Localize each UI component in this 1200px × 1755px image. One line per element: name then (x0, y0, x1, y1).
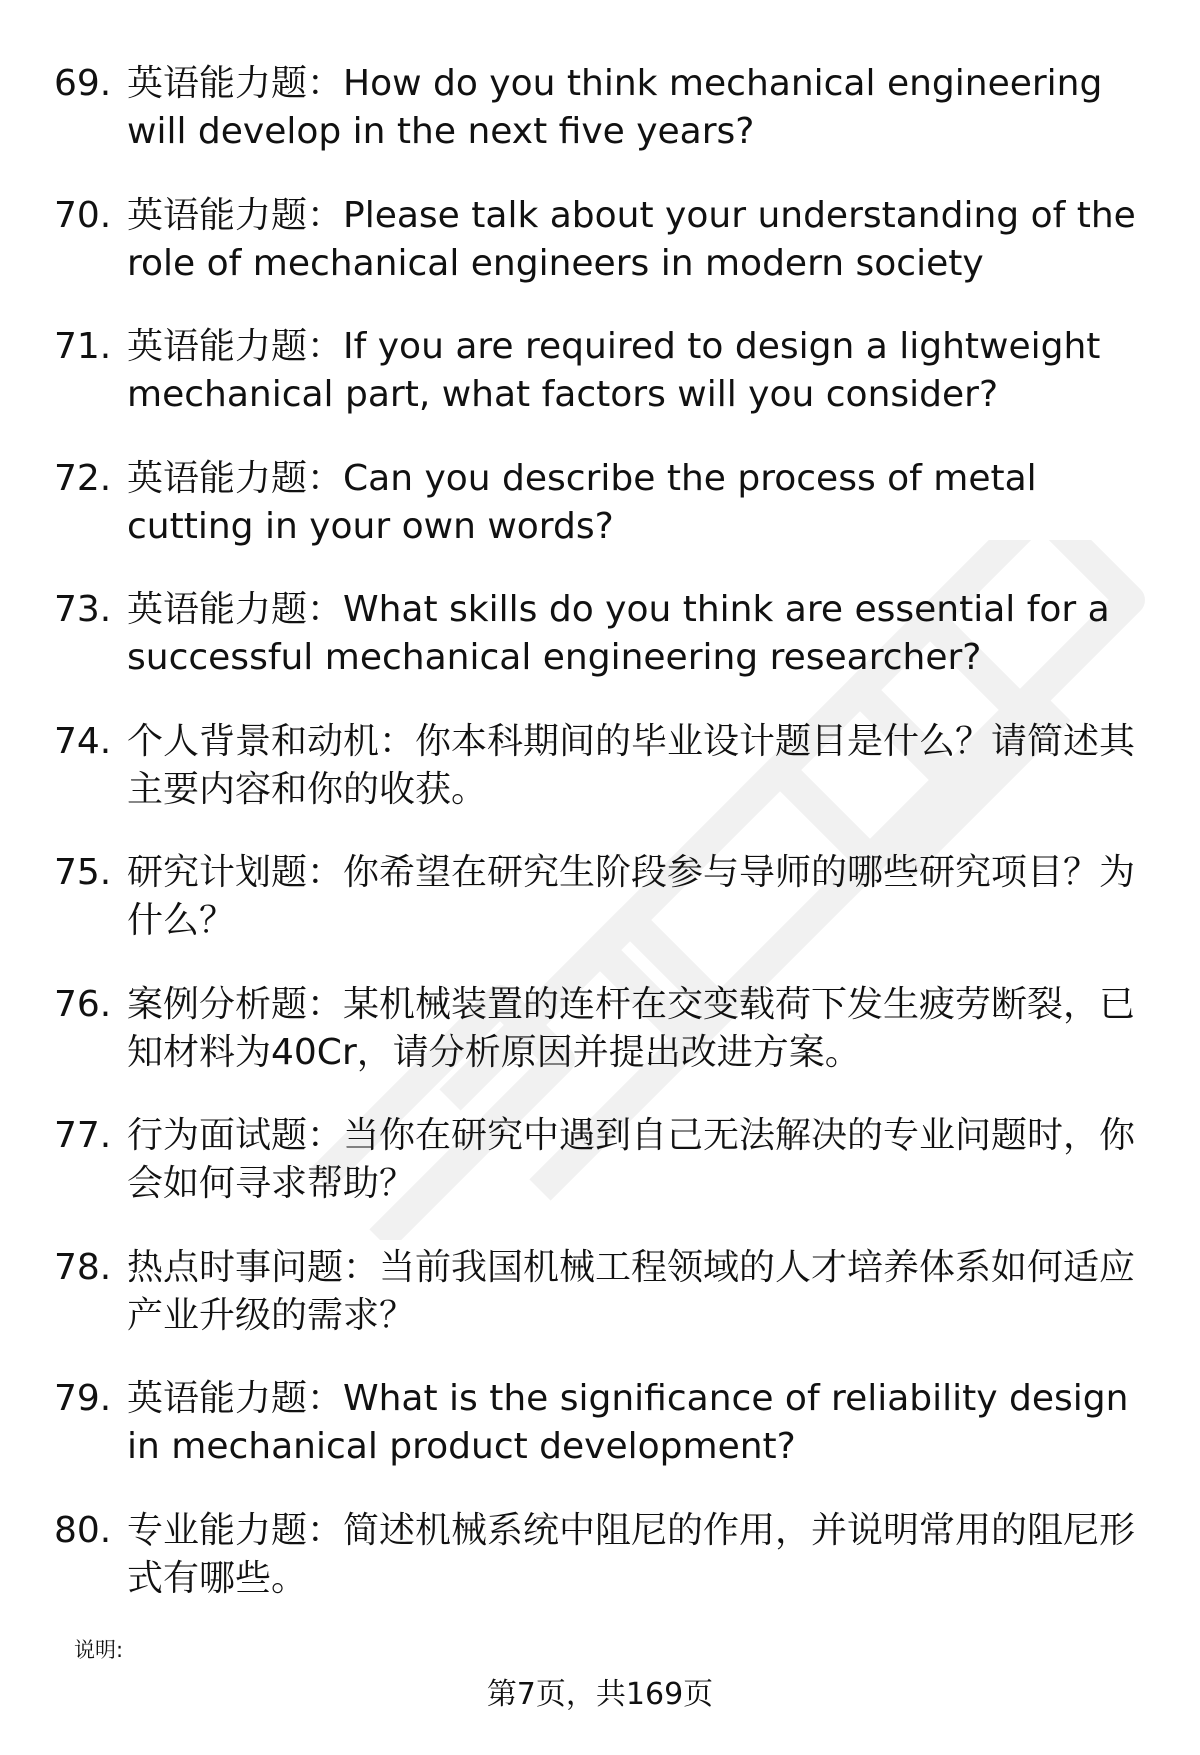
question-text: 热点时事问题：当前我国机械工程领域的人才培养体系如何适应产业升级的需求？ (127, 1246, 1136, 1336)
question-text: 英语能力题：If you are required to design a lightweight mechanical part, what factors will you consider? (127, 326, 1101, 415)
question-text: 案例分析题：某机械装置的连杆在交变载荷下发生疲劳断裂，已知材料为40Cr，请分析原因并提出改进方案。 (127, 983, 1136, 1073)
question-text: 研究计划题：你希望在研究生阶段参与导师的哪些研究项目？为什么？ (127, 852, 1136, 941)
question-item (0, 849, 1200, 981)
question-number: 77. (54, 1115, 112, 1156)
question-item (0, 1244, 1200, 1376)
page-footer: 第7页，共169页 (486, 1677, 714, 1712)
question-item (0, 323, 1200, 455)
question-item (0, 60, 1200, 192)
question-number: 79. (54, 1378, 112, 1419)
note-label: 说明: (74, 1638, 124, 1662)
question-text: 英语能力题：How do you think mechanical engineering will develop in the next five years? (127, 63, 1103, 152)
question-text: 行为面试题：当你在研究中遇到自己无法解决的专业问题时，你会如何寻求帮助？ (127, 1115, 1136, 1204)
question-text: 专业能力题：简述机械系统中阻尼的作用，并说明常用的阻尼形式有哪些。 (127, 1509, 1136, 1599)
question-item (0, 1375, 1200, 1507)
question-text: 英语能力题：What skills do you think are essential for a successful mechanical engineering researcher? (127, 589, 1110, 678)
question-list (0, 60, 1200, 1638)
question-item (0, 455, 1200, 587)
question-number: 75. (54, 852, 112, 893)
question-number: 76. (54, 983, 112, 1025)
question-number: 71. (54, 326, 112, 367)
question-number: 72. (54, 457, 112, 499)
question-number: 73. (54, 589, 112, 630)
question-item (0, 192, 1200, 324)
question-text: 英语能力题：What is the significance of reliability design in mechanical product development? (127, 1378, 1129, 1467)
question-number: 74. (54, 720, 112, 762)
question-item (0, 586, 1200, 718)
question-number: 78. (54, 1246, 112, 1288)
question-item (0, 981, 1200, 1113)
question-text: 个人背景和动机：你本科期间的毕业设计题目是什么？请简述其主要内容和你的收获。 (127, 720, 1136, 810)
question-number: 70. (54, 194, 112, 236)
question-item (0, 718, 1200, 850)
question-text: 英语能力题：Can you describe the process of metal cutting in your own words? (127, 457, 1037, 547)
question-number: 69. (54, 63, 112, 104)
question-number: 80. (54, 1509, 112, 1551)
question-item (0, 1112, 1200, 1244)
question-text: 英语能力题：Please talk about your understanding of the role of mechanical engineers in modern society (127, 194, 1136, 284)
question-item (0, 1507, 1200, 1639)
